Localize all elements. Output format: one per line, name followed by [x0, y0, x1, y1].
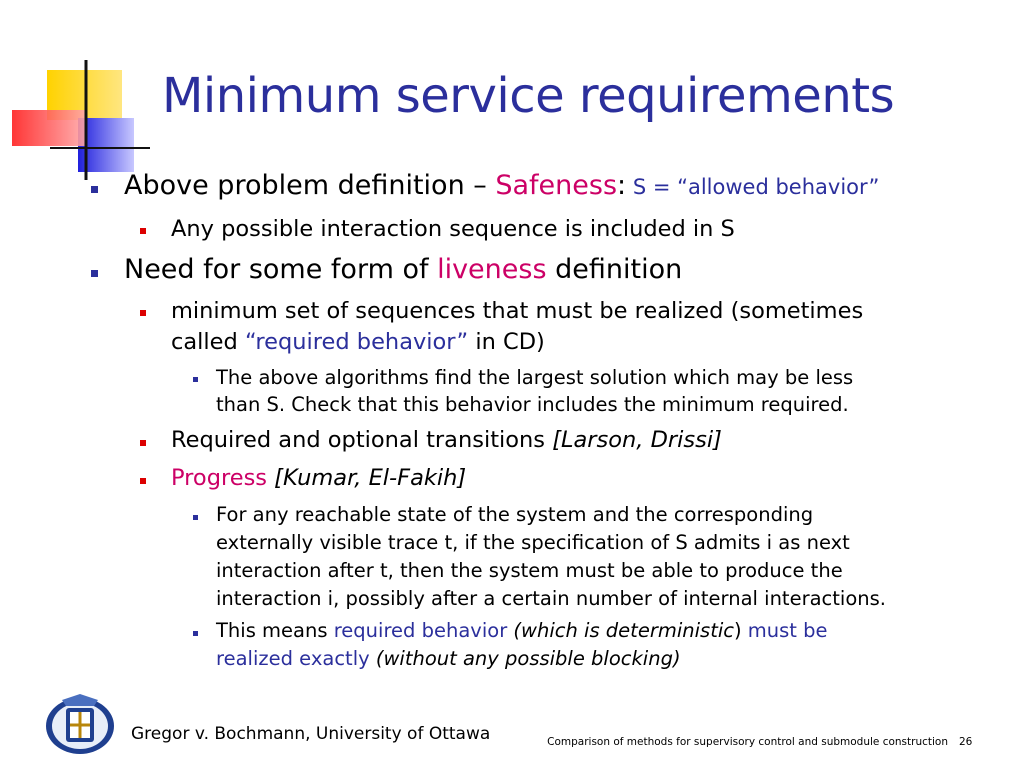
- footer-course: Comparison of methods for supervisory control and submodule construction: [547, 736, 948, 748]
- bullet-text: This means: [216, 619, 334, 642]
- bullet-text: Required and optional transitions: [171, 427, 553, 453]
- slide-title: Minimum service requirements: [162, 68, 895, 124]
- liveness-term: liveness: [437, 254, 547, 285]
- bullet-algorithms-line2: than S. Check that this behavior includes the minimum required.: [216, 393, 849, 416]
- bullet-reachable-line2: externally visible trace t, if the specification of S admits i as next: [216, 531, 850, 554]
- bullet-l1-icon: [91, 270, 98, 277]
- bullet-min-set-line2: [171, 329, 545, 355]
- reference: [Larson, Drissi]: [552, 427, 722, 453]
- deterministic-note: (which is deterministic: [507, 619, 734, 642]
- colon: :: [617, 170, 627, 201]
- university-seal-icon: [42, 690, 118, 756]
- bullet-l3-icon: [193, 631, 198, 636]
- bullet-reachable-line1: For any reachable state of the system and the corresponding: [216, 503, 814, 526]
- bullet-l3-icon: [193, 515, 198, 520]
- realized-exactly-term: realized exactly: [216, 647, 370, 670]
- bullet-l2-icon: [140, 478, 146, 484]
- bullet-l2-icon: [140, 440, 146, 446]
- must-be-term: must be: [741, 619, 828, 642]
- bullet-text: called: [171, 329, 245, 355]
- bullet-progress: [171, 465, 466, 491]
- bullet-safeness: [124, 170, 879, 201]
- bullet-transitions: [171, 427, 722, 453]
- required-behavior-term: “required behavior”: [244, 329, 469, 355]
- bullet-reachable-line4: interaction i, possibly after a certain number of internal interactions.: [216, 587, 886, 610]
- bullet-this-means-line2: [216, 647, 681, 670]
- bullet-min-set-line1: minimum set of sequences that must be realized (sometimes: [171, 298, 864, 324]
- safeness-definition: S = “allowed behavior”: [626, 175, 880, 199]
- bullet-algorithms-line1: The above algorithms find the largest solution which may be less: [216, 366, 854, 389]
- bullet-l2-icon: [140, 228, 146, 234]
- page-number: 26: [959, 736, 973, 748]
- bullet-interaction-sequence: Any possible interaction sequence is included in S: [171, 216, 735, 242]
- bullet-l3-icon: [193, 377, 198, 382]
- bullet-text: Need for some form of: [124, 254, 438, 285]
- safeness-term: Safeness: [495, 170, 618, 201]
- progress-term: Progress: [171, 465, 268, 491]
- bullet-reachable-line3: interaction after t, then the system must be able to produce the: [216, 559, 843, 582]
- bullet-l1-icon: [91, 186, 98, 193]
- bullet-this-means-line1: [216, 619, 828, 642]
- corner-decoration-icon: [0, 0, 150, 180]
- footer-author: Gregor v. Bochmann, University of Ottawa: [131, 724, 491, 744]
- paren: ): [733, 619, 742, 642]
- required-behavior-term: required behavior: [333, 619, 508, 642]
- bullet-liveness: [124, 254, 682, 285]
- bullet-text: definition: [546, 254, 683, 285]
- blocking-note: (without any possible blocking): [369, 647, 681, 670]
- bullet-l2-icon: [140, 310, 146, 316]
- bullet-text: in CD): [468, 329, 545, 355]
- bullet-text: Above problem definition –: [124, 170, 496, 201]
- reference: [Kumar, El-Fakih]: [267, 465, 467, 491]
